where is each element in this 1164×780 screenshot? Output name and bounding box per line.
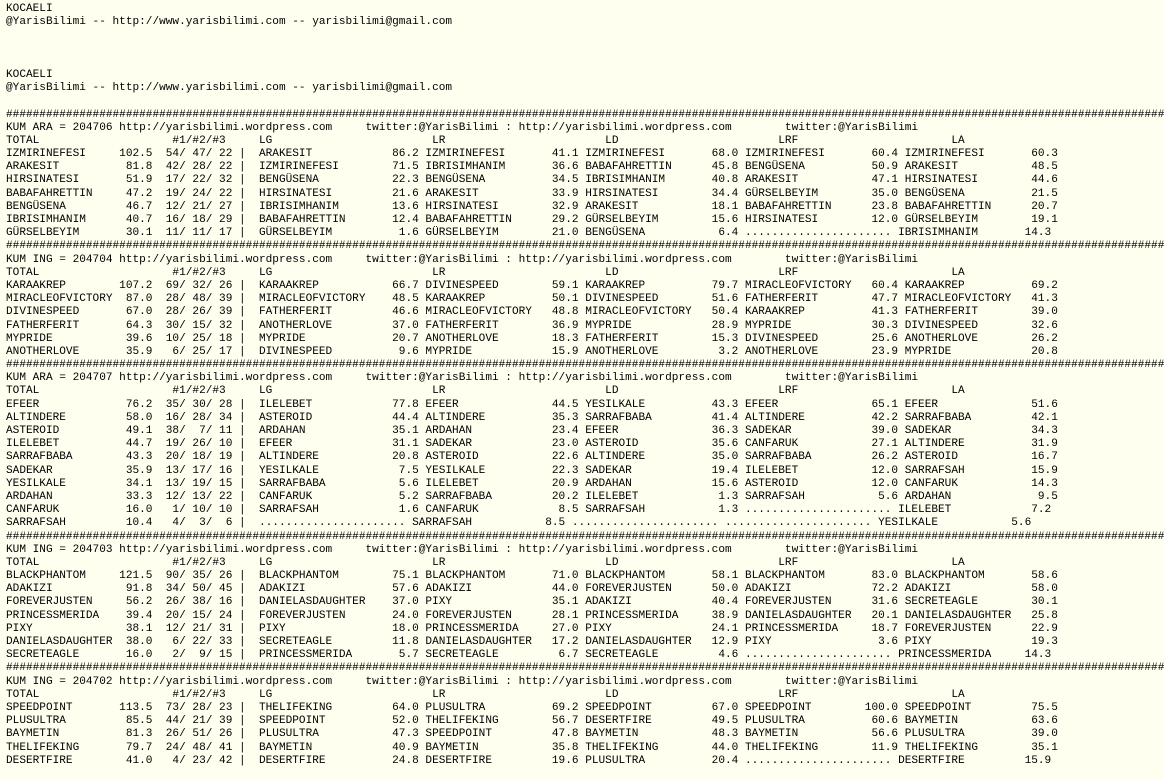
document-line: DIVINESPEED 67.0 28/ 26/ 39 | FATHERFERIT 46.6 MIRACLEOFVICTORY 48.8 MIRACLEOFVICTORY 50.4 KARAAKREP 41.3 FATHERFERIT 39.0 xyxy=(6,306,1058,319)
document-line xyxy=(6,56,1024,69)
document-line xyxy=(6,95,1024,108)
document-line: ARDAHAN 33.3 12/ 13/ 22 | CANFARUK 5.2 SARRAFBABA 20.2 ILELEBET 1.3 SARRAFSAH 5.6 ARDAHAN 9.5 xyxy=(6,490,1058,503)
document-line xyxy=(6,43,1024,56)
document-line: EFEER 76.2 35/ 30/ 28 | ILELEBET 77.8 EFEER 44.5 YESILKALE 43.3 EFEER 65.1 EFEER 51.6 xyxy=(6,398,1058,411)
document-line: DESERTFIRE 41.0 4/ 23/ 42 | DESERTFIRE 24.8 DESERTFIRE 19.6 PLUSULTRA 20.4 ...................... DESERTFIRE 15.9 xyxy=(6,754,1052,767)
document-line: @YarisBilimi -- http://www.yarisbilimi.com -- yarisbilimi@gmail.com xyxy=(6,82,453,95)
document-line: KUM ARA = 204706 http://yarisbilimi.wordpress.com twitter:@YarisBilimi : http://yarisbilimi.wordpress.com twitter:@YarisBilimi xyxy=(6,121,919,134)
document-line: ASTEROID 49.1 38/ 7/ 11 | ARDAHAN 35.1 ARDAHAN 23.4 EFEER 36.3 SADEKAR 39.0 SADEKAR 34.3 xyxy=(6,425,1058,437)
document-line: TOTAL #1/#2/#3 LG LR LD LRF LA xyxy=(6,266,965,279)
document-line: ############################################################################################################################################################################## xyxy=(6,108,1164,121)
document-line: ADAKIZI 91.8 34/ 50/ 45 | ADAKIZI 57.6 ADAKIZI 44.0 FOREVERJUSTEN 50.0 ADAKIZI 72.2 ADAKIZI 58.0 xyxy=(6,583,1058,596)
document-line: KARAAKREP 107.2 69/ 32/ 26 | KARAAKREP 66.7 DIVINESPEED 59.1 KARAAKREP 79.7 MIRACLEOFVICTORY 60.4 KARAAKREP 69.2 xyxy=(6,279,1058,292)
document-line: FATHERFERIT 64.3 30/ 15/ 32 | ANOTHERLOVE 37.0 FATHERFERIT 36.9 MYPRIDE 28.9 MYPRIDE 30.3 DIVINESPEED 32.6 xyxy=(6,319,1058,332)
document-line: TOTAL #1/#2/#3 LG LR LD LRF LA xyxy=(6,688,965,701)
document-line: DANIELASDAUGHTER 38.0 6/ 22/ 33 | SECRETEAGLE 11.8 DANIELASDAUGHTER 17.2 DANIELASDAUGHTER 12.9 PIXY 3.6 PIXY 19.3 xyxy=(6,636,1058,648)
document-line: ############################################################################################################################################################################## xyxy=(6,530,1164,543)
document-line: YESILKALE 34.1 13/ 19/ 15 | SARRAFBABA 5.6 ILELEBET 20.9 ARDAHAN 15.6 ASTEROID 12.0 CANFARUK 14.3 xyxy=(6,477,1058,490)
document-line: MYPRIDE 39.6 10/ 25/ 18 | MYPRIDE 20.7 ANOTHERLOVE 18.3 FATHERFERIT 15.3 DIVINESPEED 25.6 ANOTHERLOVE 26.2 xyxy=(6,332,1058,345)
document-line: @YarisBilimi -- http://www.yarisbilimi.com -- yarisbilimi@gmail.com xyxy=(6,16,453,29)
document-line: BABAFAHRETTIN 47.2 19/ 24/ 22 | HIRSINATESI 21.6 ARAKESIT 33.9 HIRSINATESI 34.4 GÜRSELBEYIM 35.0 BENGÜSENA 21.5 xyxy=(6,187,1058,200)
document-line: BAYMETIN 81.3 26/ 51/ 26 | PLUSULTRA 47.3 SPEEDPOINT 47.8 BAYMETIN 48.3 BAYMETIN 56.6 PLUSULTRA 39.0 xyxy=(6,728,1058,741)
document-line: IZMIRINEFESI 102.5 54/ 47/ 22 | ARAKESIT 86.2 IZMIRINEFESI 41.1 IZMIRINEFESI 68.0 IZMIRINEFESI 60.4 IZMIRINEFESI 60.3 xyxy=(6,148,1058,161)
document-line: MIRACLEOFVICTORY 87.0 28/ 48/ 39 | MIRACLEOFVICTORY 48.5 KARAAKREP 50.1 DIVINESPEED 51.6 FATHERFERIT 47.7 MIRACLEOFVICTORY 41.3 xyxy=(6,293,1058,306)
document-line: FOREVERJUSTEN 56.2 26/ 38/ 16 | DANIELASDAUGHTER 37.0 PIXY 35.1 ADAKIZI 40.4 FOREVERJUSTEN 31.6 SECRETEAGLE 30.1 xyxy=(6,596,1058,609)
document-line: ILELEBET 44.7 19/ 26/ 10 | EFEER 31.1 SADEKAR 23.0 ASTEROID 35.6 CANFARUK 27.1 ALTINDERE 31.9 xyxy=(6,438,1058,451)
document-line: ANOTHERLOVE 35.9 6/ 25/ 17 | DIVINESPEED 9.6 MYPRIDE 15.9 ANOTHERLOVE 3.2 ANOTHERLOVE 23.9 MYPRIDE 20.8 xyxy=(6,345,1058,358)
document-line: KUM ING = 204702 http://yarisbilimi.wordpress.com twitter:@YarisBilimi : http://yarisbilimi.wordpress.com twitter:@YarisBilimi xyxy=(6,675,919,688)
document-line: ALTINDERE 58.0 16/ 28/ 34 | ASTEROID 44.4 ALTINDERE 35.3 SARRAFBABA 41.4 ALTINDERE 42.2 SARRAFBABA 42.1 xyxy=(6,411,1058,424)
document-line xyxy=(6,29,1024,42)
document-line: SARRAFSAH 10.4 4/ 3/ 6 | ...................... SARRAFSAH 8.5 ...................... ...................... YESILKALE 5.6 xyxy=(6,517,1032,530)
race-report-document xyxy=(6,3,1164,768)
document-line: KOCAELI xyxy=(6,68,53,81)
document-line: PRINCESSMERIDA 39.4 20/ 15/ 24 | FOREVERJUSTEN 24.0 FOREVERJUSTEN 28.1 PRINCESSMERIDA 38.9 DANIELASDAUGHTER 20.1 DANIELASDAUGHTER 25.8 xyxy=(6,609,1058,622)
document-line: ARAKESIT 81.8 42/ 28/ 22 | IZMIRINEFESI 71.5 IBRISIMHANIM 36.6 BABAFAHRETTIN 45.8 BENGÜSENA 50.9 ARAKESIT 48.5 xyxy=(6,161,1058,174)
document-line: SPEEDPOINT 113.5 73/ 28/ 23 | THELIFEKING 64.0 PLUSULTRA 69.2 SPEEDPOINT 67.0 SPEEDPOINT 100.0 SPEEDPOINT 75.5 xyxy=(6,701,1058,714)
document-line: HIRSINATESI 51.9 17/ 22/ 32 | BENGÜSENA 22.3 BENGÜSENA 34.5 IBRISIMHANIM 40.8 ARAKESIT 47.1 HIRSINATESI 44.6 xyxy=(6,174,1058,187)
document-line: BENGÜSENA 46.7 12/ 21/ 27 | IBRISIMHANIM 13.6 HIRSINATESI 32.9 ARAKESIT 18.1 BABAFAHRETTIN 23.8 BABAFAHRETTIN 20.7 xyxy=(6,200,1058,213)
document-line: SARRAFBABA 43.3 20/ 18/ 19 | ALTINDERE 20.8 ASTEROID 22.6 ALTINDERE 35.0 SARRAFBABA 26.2 ASTEROID 16.7 xyxy=(6,451,1058,464)
document-line: GÜRSELBEYIM 30.1 11/ 11/ 17 | GÜRSELBEYIM 1.6 GÜRSELBEYIM 21.0 BENGÜSENA 6.4 ...................... IBRISIMHANIM 14.3 xyxy=(6,227,1052,240)
document-line: IBRISIMHANIM 40.7 16/ 18/ 29 | BABAFAHRETTIN 12.4 BABAFAHRETTIN 29.2 GÜRSELBEYIM 15.6 HIRSINATESI 12.0 GÜRSELBEYIM 19.1 xyxy=(6,214,1058,226)
document-line: SADEKAR 35.9 13/ 17/ 16 | YESILKALE 7.5 YESILKALE 22.3 SADEKAR 19.4 ILELEBET 12.0 SARRAFSAH 15.9 xyxy=(6,464,1058,477)
document-line: ############################################################################################################################################################################## xyxy=(6,240,1164,253)
document-line: TOTAL #1/#2/#3 LG LR LD LRF LA xyxy=(6,385,965,398)
document-line: SECRETEAGLE 16.0 2/ 9/ 15 | PRINCESSMERIDA 5.7 SECRETEAGLE 6.7 SECRETEAGLE 4.6 ...................... PRINCESSMERIDA 14.3 xyxy=(6,649,1052,662)
document-line: TOTAL #1/#2/#3 LG LR LD LRF LA xyxy=(6,134,965,147)
document-line: ############################################################################################################################################################################## xyxy=(6,662,1164,675)
document-line: PIXY 38.1 12/ 21/ 31 | PIXY 18.0 PRINCESSMERIDA 27.0 PIXY 24.1 PRINCESSMERIDA 18.7 FOREVERJUSTEN 22.9 xyxy=(6,622,1058,635)
document-line: TOTAL #1/#2/#3 LG LR LD LRF LA xyxy=(6,556,965,569)
document-line: KUM ARA = 204707 http://yarisbilimi.wordpress.com twitter:@YarisBilimi : http://yarisbilimi.wordpress.com twitter:@YarisBilimi xyxy=(6,372,919,385)
document-line: ############################################################################################################################################################################## xyxy=(6,359,1164,372)
document-line: KUM ING = 204703 http://yarisbilimi.wordpress.com twitter:@YarisBilimi : http://yarisbilimi.wordpress.com twitter:@YarisBilimi xyxy=(6,543,919,556)
document-line: PLUSULTRA 85.5 44/ 21/ 39 | SPEEDPOINT 52.0 THELIFEKING 56.7 DESERTFIRE 49.5 PLUSULTRA 60.6 BAYMETIN 63.6 xyxy=(6,715,1058,728)
document-line: THELIFEKING 79.7 24/ 48/ 41 | BAYMETIN 40.9 BAYMETIN 35.8 THELIFEKING 44.0 THELIFEKING 11.9 THELIFEKING 35.1 xyxy=(6,741,1058,754)
document-line: BLACKPHANTOM 121.5 90/ 35/ 26 | BLACKPHANTOM 75.1 BLACKPHANTOM 71.0 BLACKPHANTOM 58.1 BLACKPHANTOM 83.0 BLACKPHANTOM 58.6 xyxy=(6,570,1058,583)
document-line: CANFARUK 16.0 1/ 10/ 10 | SARRAFSAH 1.6 CANFARUK 8.5 SARRAFSAH 1.3 ...................... ILELEBET 7.2 xyxy=(6,504,1052,517)
document-line: KOCAELI xyxy=(6,3,53,15)
document-line: KUM ING = 204704 http://yarisbilimi.wordpress.com twitter:@YarisBilimi : http://yarisbilimi.wordpress.com twitter:@YarisBilimi xyxy=(6,253,919,266)
